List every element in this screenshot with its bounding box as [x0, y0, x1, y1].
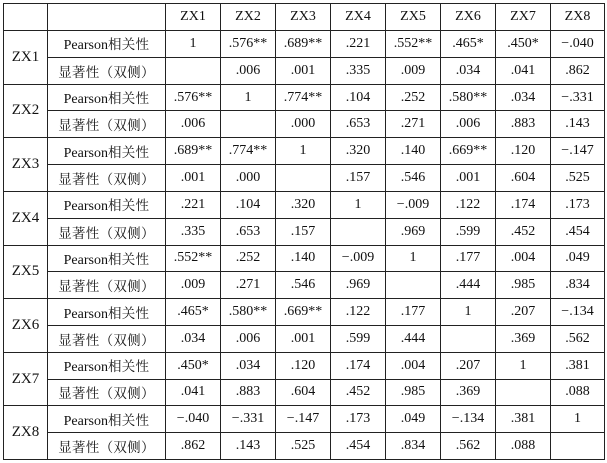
significance-value-cell: .883 — [496, 111, 551, 138]
significance-value-cell: .143 — [551, 111, 605, 138]
pearson-value-cell: .104 — [221, 191, 276, 218]
significance-value-cell: .157 — [276, 218, 331, 245]
significance-value-cell — [276, 165, 331, 192]
pearson-value-cell: −.040 — [551, 31, 605, 58]
pearson-value-cell: .689** — [166, 138, 221, 165]
significance-label: 显著性（双侧） — [48, 433, 166, 460]
pearson-value-cell: 1 — [386, 245, 441, 272]
row-variable-name: ZX3 — [4, 138, 48, 192]
significance-value-cell: .369 — [441, 379, 496, 406]
column-header: ZX5 — [386, 4, 441, 31]
stat-corner-cell — [48, 4, 166, 31]
significance-value-cell — [386, 272, 441, 299]
significance-value-cell: .604 — [276, 379, 331, 406]
pearson-value-cell: .049 — [551, 245, 605, 272]
pearson-label-suffix: 相关性 — [107, 91, 150, 108]
pearson-value-cell: −.331 — [551, 84, 605, 111]
pearson-value-cell: −.147 — [551, 138, 605, 165]
pearson-label-prefix: Pearson — [63, 92, 108, 108]
significance-value-cell: .985 — [386, 379, 441, 406]
significance-value-cell: .452 — [496, 218, 551, 245]
pearson-label-suffix: 相关性 — [107, 412, 150, 429]
significance-value-cell: .088 — [496, 433, 551, 460]
significance-value-cell: .454 — [551, 218, 605, 245]
pearson-value-cell: .576** — [166, 84, 221, 111]
significance-value-cell: .088 — [551, 379, 605, 406]
pearson-label — [48, 138, 166, 165]
pearson-value-cell: .173 — [551, 191, 605, 218]
significance-row — [4, 165, 605, 192]
significance-value-cell: .335 — [331, 57, 386, 84]
pearson-value-cell: 1 — [166, 31, 221, 58]
pearson-value-cell: .122 — [331, 299, 386, 326]
significance-value-cell: .157 — [331, 165, 386, 192]
pearson-value-cell: 1 — [331, 191, 386, 218]
pearson-value-cell: .381 — [551, 352, 605, 379]
pearson-value-cell: .580** — [441, 84, 496, 111]
row-variable-name: ZX6 — [4, 299, 48, 353]
pearson-value-cell: .252 — [386, 84, 441, 111]
significance-value-cell: .444 — [386, 325, 441, 352]
significance-label: 显著性（双侧） — [48, 379, 166, 406]
pearson-value-cell: .120 — [496, 138, 551, 165]
pearson-value-cell: −.009 — [386, 191, 441, 218]
row-variable-name: ZX1 — [4, 31, 48, 85]
significance-value-cell — [331, 218, 386, 245]
column-header: ZX1 — [166, 4, 221, 31]
pearson-label-prefix: Pearson — [63, 199, 108, 215]
significance-label: 显著性（双侧） — [48, 111, 166, 138]
pearson-label-suffix: 相关性 — [107, 144, 150, 161]
significance-value-cell: .599 — [441, 218, 496, 245]
pearson-value-cell: .465* — [441, 31, 496, 58]
significance-row — [4, 272, 605, 299]
pearson-value-cell: 1 — [551, 406, 605, 433]
pearson-value-cell: .252 — [221, 245, 276, 272]
pearson-value-cell: .207 — [441, 352, 496, 379]
pearson-row — [4, 191, 605, 218]
significance-value-cell: .862 — [551, 57, 605, 84]
significance-label: 显著性（双侧） — [48, 325, 166, 352]
significance-value-cell: .834 — [386, 433, 441, 460]
column-header: ZX8 — [551, 4, 605, 31]
pearson-value-cell: .576** — [221, 31, 276, 58]
significance-row — [4, 111, 605, 138]
pearson-label — [48, 84, 166, 111]
significance-row — [4, 218, 605, 245]
significance-value-cell: .985 — [496, 272, 551, 299]
pearson-value-cell: 1 — [441, 299, 496, 326]
pearson-value-cell: .774** — [221, 138, 276, 165]
column-header: ZX4 — [331, 4, 386, 31]
significance-row — [4, 325, 605, 352]
pearson-value-cell: .450* — [166, 352, 221, 379]
pearson-value-cell: .140 — [276, 245, 331, 272]
significance-value-cell: .653 — [221, 218, 276, 245]
significance-value-cell: .001 — [441, 165, 496, 192]
pearson-value-cell: .221 — [331, 31, 386, 58]
pearson-value-cell: .207 — [496, 299, 551, 326]
pearson-value-cell: .465* — [166, 299, 221, 326]
significance-value-cell: .335 — [166, 218, 221, 245]
significance-value-cell: .001 — [166, 165, 221, 192]
pearson-value-cell: .140 — [386, 138, 441, 165]
significance-value-cell: .525 — [276, 433, 331, 460]
pearson-row — [4, 84, 605, 111]
significance-value-cell: .862 — [166, 433, 221, 460]
significance-row — [4, 379, 605, 406]
header-row — [4, 4, 605, 31]
correlation-table — [3, 3, 605, 460]
pearson-value-cell: .552** — [166, 245, 221, 272]
pearson-value-cell: .669** — [276, 299, 331, 326]
significance-value-cell: .001 — [276, 325, 331, 352]
significance-value-cell: .546 — [276, 272, 331, 299]
significance-value-cell: .883 — [221, 379, 276, 406]
pearson-value-cell: .177 — [441, 245, 496, 272]
pearson-label-prefix: Pearson — [63, 252, 108, 268]
row-variable-name: ZX2 — [4, 84, 48, 138]
pearson-value-cell: −.040 — [166, 406, 221, 433]
pearson-label-suffix: 相关性 — [107, 37, 150, 54]
pearson-row — [4, 299, 605, 326]
pearson-value-cell: .552** — [386, 31, 441, 58]
pearson-value-cell: .173 — [331, 406, 386, 433]
pearson-label-suffix: 相关性 — [107, 251, 150, 268]
pearson-value-cell: .669** — [441, 138, 496, 165]
pearson-row — [4, 31, 605, 58]
significance-value-cell: .525 — [551, 165, 605, 192]
pearson-value-cell: .004 — [496, 245, 551, 272]
significance-value-cell: .034 — [166, 325, 221, 352]
significance-value-cell: .454 — [331, 433, 386, 460]
pearson-value-cell: 1 — [496, 352, 551, 379]
significance-value-cell: .546 — [386, 165, 441, 192]
significance-value-cell: .969 — [386, 218, 441, 245]
pearson-value-cell: .120 — [276, 352, 331, 379]
significance-value-cell: .599 — [331, 325, 386, 352]
significance-value-cell: .369 — [496, 325, 551, 352]
pearson-label — [48, 245, 166, 272]
pearson-value-cell: .774** — [276, 84, 331, 111]
pearson-value-cell: .381 — [496, 406, 551, 433]
pearson-row — [4, 352, 605, 379]
column-header: ZX3 — [276, 4, 331, 31]
pearson-value-cell: .174 — [331, 352, 386, 379]
pearson-value-cell: .177 — [386, 299, 441, 326]
pearson-value-cell: .034 — [496, 84, 551, 111]
pearson-row — [4, 138, 605, 165]
significance-row — [4, 57, 605, 84]
significance-value-cell: .006 — [221, 57, 276, 84]
pearson-value-cell: .221 — [166, 191, 221, 218]
pearson-value-cell: .034 — [221, 352, 276, 379]
significance-value-cell: .271 — [221, 272, 276, 299]
table-header — [4, 4, 605, 31]
significance-value-cell: .143 — [221, 433, 276, 460]
row-variable-name: ZX4 — [4, 191, 48, 245]
significance-value-cell: .562 — [551, 325, 605, 352]
significance-value-cell: .006 — [441, 111, 496, 138]
significance-value-cell: .452 — [331, 379, 386, 406]
table-body — [4, 31, 605, 460]
significance-value-cell: .653 — [331, 111, 386, 138]
column-header: ZX7 — [496, 4, 551, 31]
pearson-value-cell: .104 — [331, 84, 386, 111]
significance-value-cell: .034 — [441, 57, 496, 84]
pearson-value-cell: .689** — [276, 31, 331, 58]
pearson-label-suffix: 相关性 — [107, 198, 150, 215]
pearson-label — [48, 191, 166, 218]
pearson-value-cell: −.331 — [221, 406, 276, 433]
significance-value-cell: .009 — [386, 57, 441, 84]
significance-value-cell: .006 — [221, 325, 276, 352]
pearson-value-cell: .450* — [496, 31, 551, 58]
pearson-value-cell: −.009 — [331, 245, 386, 272]
pearson-label-suffix: 相关性 — [107, 305, 150, 322]
pearson-value-cell: .004 — [386, 352, 441, 379]
pearson-value-cell: .320 — [276, 191, 331, 218]
pearson-row — [4, 245, 605, 272]
pearson-label — [48, 31, 166, 58]
significance-label: 显著性（双侧） — [48, 272, 166, 299]
pearson-value-cell: −.147 — [276, 406, 331, 433]
significance-value-cell — [166, 57, 221, 84]
pearson-value-cell: .320 — [331, 138, 386, 165]
pearson-label-prefix: Pearson — [63, 145, 108, 161]
significance-value-cell: .000 — [276, 111, 331, 138]
significance-value-cell: .834 — [551, 272, 605, 299]
significance-value-cell — [221, 111, 276, 138]
pearson-label-prefix: Pearson — [63, 360, 108, 376]
significance-value-cell — [441, 325, 496, 352]
significance-value-cell: .001 — [276, 57, 331, 84]
pearson-value-cell: −.134 — [551, 299, 605, 326]
significance-value-cell — [496, 379, 551, 406]
corner-cell — [4, 4, 48, 31]
pearson-value-cell: .122 — [441, 191, 496, 218]
significance-value-cell: .604 — [496, 165, 551, 192]
significance-value-cell — [551, 433, 605, 460]
pearson-label-prefix: Pearson — [63, 38, 108, 54]
pearson-value-cell: 1 — [221, 84, 276, 111]
row-variable-name: ZX5 — [4, 245, 48, 299]
column-header: ZX2 — [221, 4, 276, 31]
pearson-value-cell: .174 — [496, 191, 551, 218]
row-variable-name: ZX8 — [4, 406, 48, 460]
column-header: ZX6 — [441, 4, 496, 31]
pearson-label-prefix: Pearson — [63, 306, 108, 322]
significance-value-cell: .000 — [221, 165, 276, 192]
significance-value-cell: .969 — [331, 272, 386, 299]
pearson-value-cell: .049 — [386, 406, 441, 433]
significance-value-cell: .271 — [386, 111, 441, 138]
significance-value-cell: .562 — [441, 433, 496, 460]
significance-row — [4, 433, 605, 460]
pearson-label — [48, 406, 166, 433]
pearson-label — [48, 352, 166, 379]
pearson-label-suffix: 相关性 — [107, 359, 150, 376]
pearson-value-cell: −.134 — [441, 406, 496, 433]
significance-label: 显著性（双侧） — [48, 218, 166, 245]
pearson-row — [4, 406, 605, 433]
significance-value-cell: .041 — [496, 57, 551, 84]
significance-value-cell: .041 — [166, 379, 221, 406]
pearson-value-cell: 1 — [276, 138, 331, 165]
significance-value-cell: .009 — [166, 272, 221, 299]
significance-label: 显著性（双侧） — [48, 57, 166, 84]
significance-label: 显著性（双侧） — [48, 165, 166, 192]
pearson-label-prefix: Pearson — [63, 413, 108, 429]
pearson-label — [48, 299, 166, 326]
pearson-value-cell: .580** — [221, 299, 276, 326]
significance-value-cell: .006 — [166, 111, 221, 138]
row-variable-name: ZX7 — [4, 352, 48, 406]
significance-value-cell: .444 — [441, 272, 496, 299]
